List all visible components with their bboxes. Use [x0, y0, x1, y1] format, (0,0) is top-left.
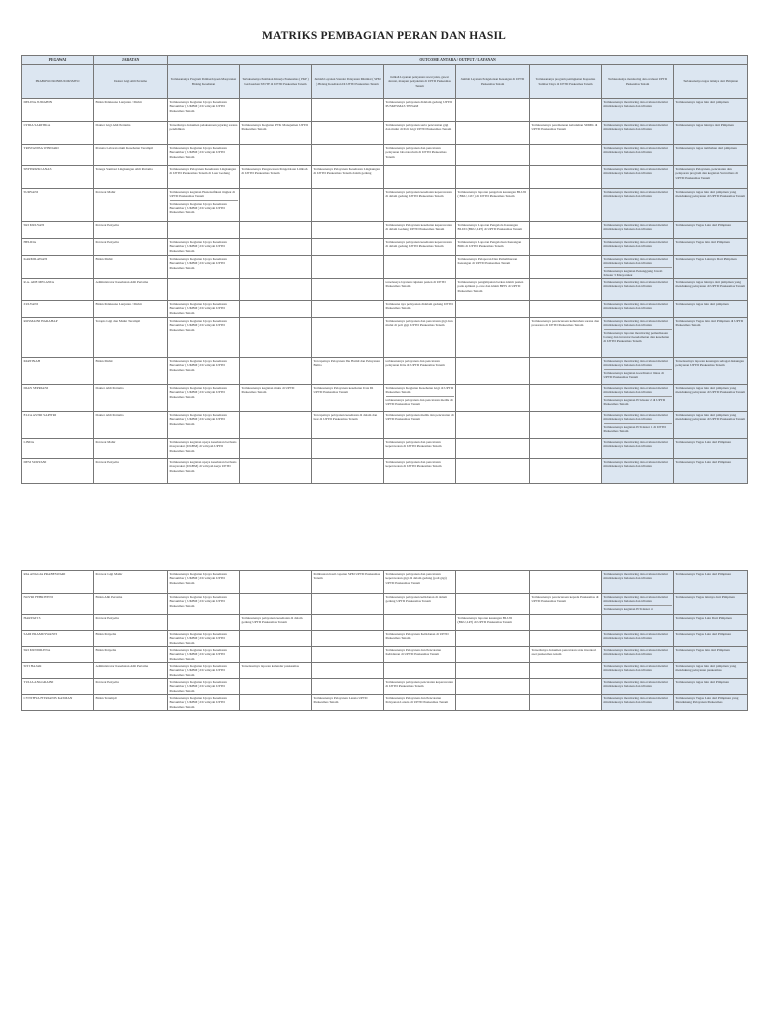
outcome-cell: Terlaksananya tugas lainnya dari pimpinan yang mendukung pelayanan di UPTD Puskesmas Tenam	[674, 279, 748, 301]
outcome-cell: Terlaksananya Kegiatan Upaya Kesehatan Bersumber ( UKBM ) Di wilayah UPTD Puskesmas Tenam	[168, 594, 240, 615]
employee-name-cell: ZULYANI	[22, 301, 94, 318]
subheader-col: Terlaksananya tugas lainnya dari Pimpinan	[674, 65, 748, 99]
outcome-cell: Terlaksananya Pelayanan Kesehatan Lingkungan di UPTD Puskesmas Tenam dalam gedung	[312, 166, 384, 189]
outcome-cell: Terlaksananya monitoring dan evaluasi melalui minilokakarya bulanan dan tribulan	[602, 663, 674, 679]
header-jabatan: JABATAN	[94, 56, 168, 65]
outcome-cell: terlaksananya pelayanan dan pencatatan pelayanan KIA di UPTD Puskesmas Tenam	[384, 358, 456, 385]
table-row	[22, 166, 748, 189]
outcome-cell	[240, 412, 312, 439]
outcome-cell	[456, 571, 530, 594]
outcome-cell: Tersedianya dokumen pencatatan stok inventori aset puskesmas tenam	[530, 647, 602, 663]
outcome-cell: Terlaksananya Kegiatan Upaya Kesehatan Bersumber ( UKBM ) Di wilayah UPTD Puskesmas Tenam	[168, 256, 240, 279]
employee-name-cell: RIA ANGGIA PRABESWARI	[22, 571, 94, 594]
outcome-cell: Terlaksananya pelayanan dan pencatatan keperawatan gigi di dalam gedung (poli gigi) UPTD Puskesmas Tenam	[384, 571, 456, 594]
outcome-cell: Terlaksananya Kegiatan Upaya Kesehatan Bersumber ( UKBM ) Di wilayah UPTD Puskesmas Tenam	[168, 318, 240, 358]
outcome-cell: Terlaksananya monitoring dan evaluasi melalui minilokakarya bulanan dan tribulan	[602, 631, 674, 647]
outcome-cell: Terlaksananya monitoring dan evaluasi melalui minilokakarya bulanan dan tribulan	[602, 166, 674, 189]
employee-name-cell: DESI SURYANI	[22, 459, 94, 484]
outcome-cell: Terlaksananya pelayanan serta pencatatan gigi dan mulut di Poli Gigi UPTD Puskesmas Tenam	[384, 122, 456, 145]
outcome-cell: Terselesainya laporan kalender puskesmas	[240, 663, 312, 679]
outcome-cell	[240, 99, 312, 122]
table-row	[22, 145, 748, 166]
outcome-cell: Terlaksananya monitoring dan evaluasi melalui minilokakarya bulanan dan tribulan	[602, 679, 674, 695]
outcome-cell	[240, 279, 312, 301]
outcome-cell	[530, 663, 602, 679]
outcome-cell: Terlaksananya kegiatan mutu di UPTD Puskesmas Tenam	[240, 385, 312, 412]
table-row	[22, 279, 748, 301]
employee-name-cell: TRISTANISA WINDARI	[22, 145, 94, 166]
outcome-cell	[456, 663, 530, 679]
outcome-cell: Terlaksananya Tugas lain dari Pimpinan	[674, 239, 748, 256]
table-row	[22, 256, 748, 279]
position-cell: Bidan Mahir	[94, 358, 168, 385]
employee-name-cell: LINDA	[22, 439, 94, 459]
outcome-cell: Terlaksananya kegiatan Ekstensifikasi tingkat di UPTD Puskesmas Tenam Terlaksananya Kegiatan Upaya Kesehatan Bersumber ( UKBM ) Di wilayah UPTD Puskesmas Tenam	[168, 189, 240, 222]
table-row	[22, 122, 748, 145]
employee-name-cell: ELZA ASTRI SAPITRI	[22, 412, 94, 439]
outcome-cell	[530, 631, 602, 647]
position-cell: Perawat Penyelia	[94, 222, 168, 239]
table-row	[22, 99, 748, 122]
outcome-cell: Terlaksananya Kegiatan Upaya Kesehatan Bersumber ( UKBM ) Di wilayah UPTD Puskesmas Tenam	[168, 301, 240, 318]
outcome-cell	[312, 439, 384, 459]
outcome-cell	[530, 145, 602, 166]
position-cell: Bidan Terampil	[94, 695, 168, 711]
outcome-cell: Terlaksananya Tugas Lain dari Pimpinan	[674, 222, 748, 239]
employee-name-cell: TULIA ANGGRAINI	[22, 679, 94, 695]
position-cell: Bidan Penyelia	[94, 631, 168, 647]
outcome-cell	[240, 594, 312, 615]
employee-name-cell: HELIDA	[22, 239, 94, 256]
table-row	[22, 239, 748, 256]
employee-name-cell: LYDIA SARITIKA	[22, 122, 94, 145]
outcome-cell: Terlaksananya Kegiatan PTK Manajemen UPTD Puskesmas Tenam	[240, 122, 312, 145]
outcome-cell	[456, 695, 530, 711]
outcome-cell	[456, 358, 530, 385]
outcome-cell: Terlaksananya pelayanan dan pencatatan gigi dan mulut di poli gigi UPTD Puskesmas Tenam	[384, 318, 456, 358]
outcome-cell: Terlaksananya kegiatan upaya kesehatan berbasis masyarakat (UKBM) di wilayah UPTD Puskesmas Tenam	[168, 439, 240, 459]
outcome-cell: Pembuatan hasil capaian SPM UPTD Puskesmas Tenam	[312, 571, 384, 594]
outcome-cell	[530, 99, 602, 122]
outcome-cell	[240, 571, 312, 594]
employee-name-cell: DIAN SEPRIANI	[22, 385, 94, 412]
outcome-cell	[312, 679, 384, 695]
table-row	[22, 679, 748, 695]
outcome-cell	[240, 679, 312, 695]
table-row	[22, 615, 748, 631]
outcome-cell: Terlaksananya Kegiatan Upaya Kesehatan Bersumber ( UKBM ) Di wilayah UPTD Puskesmas Tenam	[168, 647, 240, 663]
table-row	[22, 222, 748, 239]
outcome-cell: Terlaksananya tugas tambahan dari pimpinan	[674, 145, 748, 166]
employee-name-cell: HARYATI S	[22, 615, 94, 631]
outcome-cell: Terlaksananya laporan keuangan BLUD (BKU,LPJ) di UPTD Puskesmas Tenam	[456, 615, 530, 631]
position-cell: Perawat Mahir	[94, 189, 168, 222]
outcome-cell: Terlaksananya monitoring dan evaluasi melalui minilokakarya bulanan dan tribulan Terlaksananya laporan monitoring pemeriksaan barang dan inventori keselamatan dan kesehatan di UPTD Puskesmas Tenam	[602, 318, 674, 358]
outcome-cell: Terlaksananya pelayanan dan pencatatan keperawatan di UPTD Puskesmas Tenam	[384, 459, 456, 484]
outcome-cell	[240, 301, 312, 318]
table-body-top	[22, 99, 748, 484]
outcome-cell: Terlaksananya Kegiatan Upaya Kesehatan Bersumber ( UKBM ) Di wilayah UPTD Puskesmas Tenam	[168, 631, 240, 647]
outcome-cell	[530, 679, 602, 695]
outcome-cell: Terlaksananya Tugas Lain dari Pimpinan yang Mendukung Pelayanan Puskesmas	[674, 695, 748, 711]
outcome-cell	[456, 385, 530, 412]
outcome-cell: terselesaya layanan rujukan pasien di UPTD Puskesmas Tenam	[384, 279, 456, 301]
outcome-cell	[312, 594, 384, 615]
outcome-cell	[530, 222, 602, 239]
outcome-cell: Terlaksananya Pelayanan Lansia UPTD Puskesmas Tenam	[312, 695, 384, 711]
outcome-cell: Terlaksananya Kegiatan Upaya Kesehatan Bersumber ( UKBM ) Di wilayah UPTD Puskesmas Tenam	[168, 412, 240, 439]
outcome-cell	[312, 459, 384, 484]
outcome-cell: Terlaksananya Pelayanan Kesehatan Lingkungan di UPTD Puskesmas Tenam di Luar Gedung	[168, 166, 240, 189]
outcome-cell: Terlaksananya monitoring dan evaluasi melalui minilokakarya bulanan dan tribulan Terlaksananya kegiatan PJ Klaster 1 di UPTD Puskesmas Tenam	[602, 412, 674, 439]
outcome-cell	[456, 145, 530, 166]
employee-name-cell: SEPTIRIZKI ANAS	[22, 166, 94, 189]
outcome-cell: Terlaksananya pelayanan kebidanan di dalam gedung UPTD Puskesmas Tenam	[384, 594, 456, 615]
subheader-position: Dokter Gigi Ahli Pertama	[94, 65, 168, 99]
outcome-cell	[384, 615, 456, 631]
outcome-cell	[240, 631, 312, 647]
outcome-cell: Terlaksananya monitoring dan evaluasi melalui minilokakarya bulanan dan tribulan Terlaksananya kegiatan Penanggung Jawab Klaster 3 Masyarakat	[602, 256, 674, 279]
outcome-cell: Terlaksananya Kegiatan Upaya Kesehatan Bersumber ( UKBM ) Di wilayah UPTD Puskesmas Tenam	[168, 695, 240, 711]
employee-name-cell: CYNTHYA FITRIANIS KASMAN	[22, 695, 94, 711]
table-row	[22, 594, 748, 615]
position-cell: Dokter Ahli Pertama	[94, 385, 168, 412]
outcome-cell	[384, 663, 456, 679]
outcome-cell	[240, 222, 312, 239]
outcome-cell: Terlaksananya Kegiatan Upaya Kesehatan Bersumber ( UKBM ) Di wilayah UPTD Puskesmas Tenam	[168, 571, 240, 594]
table-row	[22, 459, 748, 484]
outcome-cell	[530, 385, 602, 412]
outcome-cell	[456, 459, 530, 484]
outcome-cell	[530, 301, 602, 318]
table-row	[22, 301, 748, 318]
outcome-cell	[530, 571, 602, 594]
role-matrix-table-top	[21, 55, 748, 484]
outcome-cell	[530, 615, 602, 631]
outcome-cell: Terlaksananya Kegiatan Upaya Kesehatan Bersumber ( UKBM ) Di wilayah UPTD Puskesmas Tenam	[168, 99, 240, 122]
outcome-cell: Terlaksananya monitoring dan evaluasi melalui minilokakarya bulanan dan tribulan	[602, 459, 674, 484]
outcome-cell	[312, 256, 384, 279]
outcome-cell: Terlaksananya tugas lain dari pimpinan yang mendukung pelayanan di UPTD Puskesmas Tenam	[674, 412, 748, 439]
employee-name-cell: NOVRI FEBRIYENI	[22, 594, 94, 615]
outcome-cell: Terlaksananya Kegiatan Upaya Kesehatan Bersumber ( UKBM ) Di wilayah UPTD Puskesmas Tenam	[168, 145, 240, 166]
outcome-cell: Terlaksananya monitoring dan evaluasi melalui minilokakarya bulanan dan tribulan Terlaksananya kegiatan koordinator lintas di UPTD Puskesmas Tenam	[602, 358, 674, 385]
position-cell: Dokter Ahli Pertama	[94, 412, 168, 439]
employee-name-cell: SRI MUNDILENA	[22, 647, 94, 663]
outcome-cell: Terlaksananya monitoring dan evaluasi melalui minilokakarya bulanan dan tribulan	[602, 301, 674, 318]
outcome-cell	[240, 318, 312, 358]
position-cell: Perawat Penyelia	[94, 615, 168, 631]
table-row	[22, 318, 748, 358]
outcome-cell: Terlaksananya Tugas Lainnya Dari Pimpinan	[674, 256, 748, 279]
subheader-col: Jumlah Layanan Standar Pelayanan Minimal ( SPM ) Bidang Kesehatan Di UPTD Puskesmas Tenam	[312, 65, 384, 99]
outcome-cell: Terlaksananya tugas lain dari pimpinan	[674, 301, 748, 318]
outcome-cell	[240, 459, 312, 484]
outcome-cell	[456, 631, 530, 647]
outcome-cell: Terlaksananya Pelayanan, pencatatan dan pelaporan program dan kegiatan Surveilans di UPTD Puskesmas Tenam	[674, 166, 748, 189]
outcome-cell	[168, 222, 240, 239]
subheader-name: PRABOWO RONDUZOKSMYO	[22, 65, 94, 99]
outcome-cell	[456, 318, 530, 358]
position-cell: Dokter Gigi Ahli Pertama	[94, 122, 168, 145]
outcome-cell: Terlaksananya Kegiatan Upaya Kesehatan Bersumber ( UKBM ) Di wilayah UPTD Puskesmas Tenam	[168, 385, 240, 412]
outcome-cell	[456, 99, 530, 122]
outcome-cell: Terlaksananya monitoring dan evaluasi melalui minilokakarya bulanan dan tribulan	[602, 189, 674, 222]
outcome-cell	[240, 358, 312, 385]
outcome-cell	[456, 166, 530, 189]
outcome-cell	[240, 647, 312, 663]
outcome-cell: Terlaksananya Tugas lainnya dari Pimpinan	[674, 594, 748, 615]
outcome-cell: Terlaksananya pelayanan didalam gedung UPTD PUSKESMAS TENAM	[384, 99, 456, 122]
outcome-cell	[240, 695, 312, 711]
outcome-cell: Terlaksananya pengimputan berkas klaim pasien pada aplikasi p-care dan klaim BPJS di UPTD Puskesmas Tenam	[456, 279, 530, 301]
page-title: MATRIKS PEMBAGIAN PERAN DAN HASIL	[261, 30, 507, 42]
position-cell: Tenaga Sanitasi Lingkungan Ahli Pertama	[94, 166, 168, 189]
outcome-cell: Terlaksananya Tugas lain dari Pimpinan di UPTD Puskesmas Tenam	[674, 318, 748, 358]
subheader-col: Jumlah Layanan pelayanan rawat jalan, gawat darurat, maupun penyakitan di UPTD Puskesmas Tenam	[384, 65, 456, 99]
outcome-cell	[312, 279, 384, 301]
outcome-cell: Terlaksananya tugas lain dari pimpinan yang mendukung pelayanan di UPTD Puskesmas Tenam	[674, 385, 748, 412]
outcome-cell	[240, 239, 312, 256]
outcome-cell: Tersedianya dokumen pelaksanaan jejaring sarana pendidikan	[168, 122, 240, 145]
outcome-cell: Terlaksananya tugas lain dari Pimpinan	[674, 679, 748, 695]
outcome-cell: Terlaksananya Kegiatan Upaya Kesehatan Bersumber ( UKBM ) Di wilayah UPTD Puskesmas Tenam	[168, 679, 240, 695]
outcome-cell	[312, 222, 384, 239]
role-matrix-table-bottom	[21, 570, 748, 711]
outcome-cell: Terlaksananya Kegiatan Upaya Kesehatan Bersumber ( UKBM ) Di wilayah UPTD Puskesmas Tenam	[168, 663, 240, 679]
outcome-cell	[602, 615, 674, 631]
outcome-cell: Terlaksananya Pelaporan Dan Pemeliharaan Keuangan di UPTD Puskesmas Tenam	[456, 256, 530, 279]
outcome-cell: Terlaksananya Kegiatan Kesehatan Gigi di UPTD Puskesmas Tenam terlaksananya pelayanan dan pencatatan medik di UPTD Puskesmas Tenam	[384, 385, 456, 412]
outcome-cell: Terlaksananya monitoring dan evaluasi melalui minilokakarya bulanan dan tribulan	[602, 239, 674, 256]
position-cell: Perawat Gigi Mahir	[94, 571, 168, 594]
outcome-cell: Terlaksananya Kegiatan Upaya Kesehatan Bersumber ( UKBM ) Di wilayah UPTD Puskesmas Tenam	[168, 358, 240, 385]
outcome-cell: Terlaksananya tugas lain dari pimpinan	[674, 99, 748, 122]
outcome-cell	[530, 412, 602, 439]
outcome-cell	[240, 439, 312, 459]
outcome-cell: Terlaksananya pelayanan kesehatan keperawatan di dalam gedung UPTD Puskesmas Tenam	[384, 189, 456, 222]
outcome-cell	[530, 439, 602, 459]
outcome-cell: Terselesainya laporan keuangan sebagai dukungan pelayanan UPTD Puskesmas Tenam	[674, 358, 748, 385]
subheader-col: Terlaksananya Penilaian Kinerja Puskesmas ( PKP ) berdasarkan SPJ/TP di UPTD Puskesmas Tenam	[240, 65, 312, 99]
position-cell: Bidan Pelaksana Lanjutan / Mahir	[94, 99, 168, 122]
outcome-cell	[240, 189, 312, 222]
outcome-cell: Terlaksananya monitoring dan evaluasi melalui minilokakarya bulanan dan tribulan	[602, 145, 674, 166]
position-cell: Administrator Kesehatan Ahli Pertama	[94, 279, 168, 301]
employee-name-cell: R.A. ADE MELANIA	[22, 279, 94, 301]
outcome-cell	[456, 412, 530, 439]
employee-name-cell: DELINA JUMAHIN	[22, 99, 94, 122]
outcome-cell	[240, 256, 312, 279]
outcome-cell: Terlaksananya Pelayanan kesehatan Usia Di UPTD Puskesmas Tenam	[312, 385, 384, 412]
subheader-col: Jumlah Layanan Pengelolaan Keuangan di UPTD Puskesmas Tenam	[456, 65, 530, 99]
subheader-col: Terlaksananya program peningkatan Kapasitas Sumber Daya di UPTD Puskesmas Tenam	[530, 65, 602, 99]
outcome-cell: Terlaksananya Tugas Lain dari Pimpinan	[674, 439, 748, 459]
outcome-cell: Terlaksananya Tugas Lain dari Pimpinan	[674, 631, 748, 647]
outcome-cell	[456, 679, 530, 695]
outcome-cell: Terlaksananya pelayanan pencatatan keperawatan di UPTD Puskesmas Tenam	[384, 679, 456, 695]
position-cell: Bidan Penyelia	[94, 647, 168, 663]
outcome-cell: Terlaksananya peremanaan kebutuhan SDMK di UPTD Puskesmas Tenam	[530, 122, 602, 145]
outcome-cell	[456, 594, 530, 615]
outcome-cell	[312, 318, 384, 358]
outcome-cell	[312, 631, 384, 647]
outcome-cell: Terlaksananya kegiatan upaya kesehatan berbasis masyarakat (UKBM) di wilayah kerja UPTD Puskesmas Tenam	[168, 459, 240, 484]
position-cell: Perawat Penyelia	[94, 459, 168, 484]
employee-name-cell: SADI PRAMUSWANTI	[22, 631, 94, 647]
outcome-cell: Terlaksananya monitoring dan evaluasi melalui minilokakarya bulanan dan tribulan	[602, 439, 674, 459]
outcome-cell	[312, 301, 384, 318]
outcome-cell	[530, 279, 602, 301]
outcome-cell: Terlaksananya monitoring dan evaluasi melalui minilokakarya bulanan dan tribulan	[602, 279, 674, 301]
position-cell: Bidan Mahir	[94, 256, 168, 279]
outcome-cell: Terlaksananya monitoring dan evaluasi melalui minilokakarya bulanan dan tribulan Terlaksananya kegiatan PJ klaster 2 di UPTD Puskesmas Tenam	[602, 385, 674, 412]
outcome-cell	[312, 663, 384, 679]
outcome-cell: Terlaksananya monitoring dan evaluasi melalui minilokakarya bulanan dan tribulan	[602, 571, 674, 594]
outcome-cell: Terlaksananya monitoring dan evaluasi melalui minilokakarya bulanan dan tribulan	[602, 99, 674, 122]
outcome-cell: Terlaksananya Tugas Lain dari Pimpinan	[674, 571, 748, 594]
position-cell: Bidan Ahli Pertama	[94, 594, 168, 615]
outcome-cell: Terlaksananya tugas lain dari pimpinan yang mendukung pelayanan di UPTD Puskesmas Tenam	[674, 189, 748, 222]
outcome-cell: Terlaksananya perencanaan kepada Puskesmas di UPTD Puskesmas Tenam	[530, 594, 602, 615]
table-row	[22, 571, 748, 594]
outcome-cell	[530, 166, 602, 189]
outcome-cell	[530, 189, 602, 222]
outcome-cell	[530, 695, 602, 711]
outcome-cell: Terlaksananya monitoring dan evaluasi melalui minilokakarya bulanan dan tribulan	[602, 222, 674, 239]
position-cell: Pranata Laboratorium Kesehatan Terampil	[94, 145, 168, 166]
employee-name-cell: SURYANI	[22, 189, 94, 222]
outcome-cell	[384, 166, 456, 189]
outcome-cell: Terlaksananya tugas lainnya dari Pimpinan	[674, 122, 748, 145]
outcome-cell	[312, 239, 384, 256]
table-row	[22, 631, 748, 647]
outcome-cell: Terlaksananya perencanaan kebutuhan sarana dan prasarana di UPTD Puskesmas Tenam	[530, 318, 602, 358]
table-row	[22, 189, 748, 222]
position-cell: Bidan Pelaksana Lanjutan / Mahir	[94, 301, 168, 318]
position-cell: Perawat Penyelia	[94, 679, 168, 695]
outcome-cell: Tercapainya pelayanan kesehatan di dalam dan luar di UPTD Puskesmas Tenam	[312, 412, 384, 439]
outcome-cell: Terlaksananya Tugas Lain dari Pimpinan	[674, 459, 748, 484]
employee-name-cell: SRI MULYATI	[22, 222, 94, 239]
outcome-cell: Terlaksananya Laporan Pengelola Keuangan BLUD (BKU,LPJ) di UPTD Puskesmas Tenam	[456, 222, 530, 239]
outcome-cell: Terlaksananya Tugas lain dari Pimpinan	[674, 647, 748, 663]
subheader-row	[22, 65, 748, 99]
outcome-cell: Terlaksananya Pelayanan kesehatan keperawatan di dalam Gedung UPTD Puskesmas Tenam	[384, 222, 456, 239]
outcome-cell	[312, 615, 384, 631]
outcome-cell: Terlaksananya Tugas Lain Dari Pimpinan	[674, 615, 748, 631]
table-row	[22, 695, 748, 711]
outcome-cell	[384, 256, 456, 279]
subheader-col: Terlaksananya monitoring dan evaluasi UPTD Puskesmas Tenam	[602, 65, 674, 99]
outcome-cell: Terlaksananya monitoring dan evaluasi melalui minilokakarya bulanan dan tribulan	[602, 695, 674, 711]
employee-name-cell: ROSMAINI HARAHAP	[22, 318, 94, 358]
outcome-cell	[168, 279, 240, 301]
outcome-cell: Terlaksananya Kegiatan Upaya Kesehatan Bersumber ( UKBM ) Di wilayah UPTD Puskesmas Tenam	[168, 239, 240, 256]
employee-name-cell: SITI HAJAR	[22, 663, 94, 679]
outcome-cell: Terlaksananya monitoring dan evaluasi melalui minilokakarya bulanan dan tribulan	[602, 122, 674, 145]
position-cell: Administrator Kesehatan Ahli Pertama	[94, 663, 168, 679]
table-row	[22, 647, 748, 663]
outcome-cell	[456, 122, 530, 145]
table-row	[22, 439, 748, 459]
header-pegawai: PEGAWAI	[22, 56, 94, 65]
employee-name-cell: PARTINAH	[22, 358, 94, 385]
outcome-cell: Terlaksananya Pelayanan dan Pencatatan Kebidanan di UPTD Puskesmas Tenam	[384, 647, 456, 663]
employee-name-cell: KARMILAWATI	[22, 256, 94, 279]
subheader-col: Terlaksananya Program Pemberdayaan Masyarakat Bidang Kesehatan	[168, 65, 240, 99]
outcome-cell	[530, 256, 602, 279]
outcome-cell	[168, 615, 240, 631]
outcome-cell: Terlaksananya Pelayanan Kebidanan di UPTD Puskesmas Tenam	[384, 631, 456, 647]
outcome-cell	[312, 189, 384, 222]
header-outcome: OUTCOME ANTARA / OUTPUT / LAYANAN	[168, 56, 748, 65]
outcome-cell	[312, 122, 384, 145]
outcome-cell: Terlaksananya Pengawasan Pengelolaan Limbah di UPTD Puskesmas Tenam	[240, 166, 312, 189]
table-row	[22, 385, 748, 412]
outcome-cell: Terlaksananya Laporan Pengelolaan Keuangan BOK di UPTD Puskesmas Tenam	[456, 239, 530, 256]
outcome-cell	[312, 647, 384, 663]
outcome-cell	[312, 99, 384, 122]
outcome-cell	[530, 459, 602, 484]
outcome-cell: Terlaksananya pelayanan kesehatan di dalam gedung UPTD Puskesmas Tenam	[240, 615, 312, 631]
outcome-cell: Terlaksananya pelayanan medik dan pencatatan di UPTD Puskesmas Tenam	[384, 412, 456, 439]
outcome-cell	[456, 301, 530, 318]
outcome-cell: Terlaksananya monitoring dan evaluasi melalui minilokakarya bulanan dan tribulan	[602, 647, 674, 663]
outcome-cell: Terlaksananya laporan pengelola keuangan BLUD ( BKU, LPJ ) di UPTD Puskesmas Tenam	[456, 189, 530, 222]
position-cell: Perawat Mahir	[94, 439, 168, 459]
outcome-cell: Terlaksananya Pelayanan dan Pencatatan Pelayanan Lansia di UPTD Puskesmas Tenam	[384, 695, 456, 711]
outcome-cell: Terlaksananya pelayanan dan pencatatan keperawatan di UPTD Puskesmas Tenam	[384, 439, 456, 459]
outcome-cell: Terlaksana nya pelayanan didalam gedung UPTD Puskesmas Tenam	[384, 301, 456, 318]
outcome-cell: Terlaksananya pelayanan dan pencatatan pelayanan laboratorium di UPTD Puskesmas Tenam	[384, 145, 456, 166]
outcome-cell	[456, 439, 530, 459]
outcome-cell: Tercapainya Pelayanan Ibu Hamil dan Pelayanan Balita	[312, 358, 384, 385]
outcome-cell: Terlaksananya pelayanan kesehatan keperawatan di dalam gedung UPTD Puskesmas Tenam	[384, 239, 456, 256]
table-row	[22, 412, 748, 439]
outcome-cell	[240, 145, 312, 166]
outcome-cell: Terlaksananya tugas lain dari pimpinan yang mendukung pelayanan puskesmas	[674, 663, 748, 679]
table-row	[22, 358, 748, 385]
table-body-bottom	[22, 571, 748, 711]
position-cell: Perawat Penyelia	[94, 239, 168, 256]
table-row	[22, 663, 748, 679]
outcome-cell	[530, 358, 602, 385]
outcome-cell	[312, 145, 384, 166]
position-cell: Terapis Gigi dan Mulut Terampil	[94, 318, 168, 358]
outcome-cell	[530, 239, 602, 256]
outcome-cell: Terlaksananya monitoring dan evaluasi melalui minilokakarya bulanan dan tribulan Terlaksananya kegiatan PJ Klaster 4	[602, 594, 674, 615]
outcome-cell	[456, 647, 530, 663]
